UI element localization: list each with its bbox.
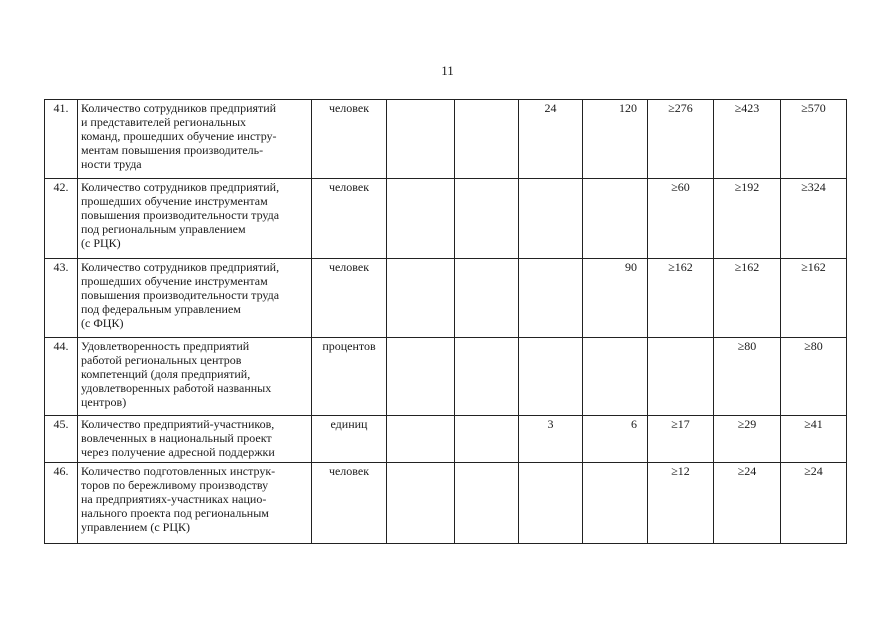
indicator-name <box>78 259 312 338</box>
table-row <box>45 259 847 338</box>
value-cell <box>583 338 648 416</box>
value-cell <box>387 463 455 544</box>
value-cell <box>455 338 519 416</box>
indicator-name <box>78 100 312 179</box>
unit-cell: человек <box>312 179 387 259</box>
indicator-name <box>78 416 312 463</box>
value-cell: ≥29 <box>714 416 781 463</box>
row-number: 41. <box>45 100 78 179</box>
value-cell: ≥192 <box>714 179 781 259</box>
value-cell <box>455 100 519 179</box>
indicator-name <box>78 463 312 544</box>
value-cell: ≥80 <box>714 338 781 416</box>
value-cell <box>519 463 583 544</box>
value-cell <box>648 338 714 416</box>
indicator-name <box>78 338 312 416</box>
value-cell <box>455 416 519 463</box>
indicator-name-line: Количество сотрудников предприятий, <box>81 260 280 274</box>
value-cell: ≥324 <box>781 179 847 259</box>
value-cell <box>455 463 519 544</box>
value-cell: ≥24 <box>781 463 847 544</box>
indicator-name-line: Количество предприятий-участников, <box>81 417 275 431</box>
table-row <box>45 463 847 544</box>
value-cell <box>387 416 455 463</box>
indicator-name-line: нального проекта под региональным <box>81 506 269 520</box>
indicator-name-line: (с ФЦК) <box>81 316 124 330</box>
value-cell <box>519 179 583 259</box>
value-cell <box>583 179 648 259</box>
indicator-name-line: под федеральным управлением <box>81 302 241 316</box>
indicator-name-line: через получение адресной поддержки <box>81 445 275 459</box>
value-cell: ≥162 <box>714 259 781 338</box>
value-cell: ≥276 <box>648 100 714 179</box>
indicator-name-line: ментам повышения производитель- <box>81 143 264 157</box>
value-cell: ≥423 <box>714 100 781 179</box>
value-cell <box>583 463 648 544</box>
value-cell: 90 <box>583 259 648 338</box>
value-cell: ≥570 <box>781 100 847 179</box>
row-number: 46. <box>45 463 78 544</box>
value-cell <box>519 259 583 338</box>
table-row <box>45 179 847 259</box>
indicator-name-line: прошедших обучение инструментам <box>81 194 268 208</box>
indicator-name-line: работой региональных центров <box>81 353 242 367</box>
value-cell: 6 <box>583 416 648 463</box>
indicator-name-line: Количество сотрудников предприятий <box>81 101 277 115</box>
indicator-name-line: компетенций (доля предприятий, <box>81 367 251 381</box>
value-cell: 24 <box>519 100 583 179</box>
value-cell <box>455 179 519 259</box>
indicator-name-line: управлением (с РЦК) <box>81 520 190 534</box>
value-cell: ≥60 <box>648 179 714 259</box>
unit-cell: человек <box>312 100 387 179</box>
unit-cell: единиц <box>312 416 387 463</box>
value-cell: ≥80 <box>781 338 847 416</box>
indicator-name-line: Количество сотрудников предприятий, <box>81 180 280 194</box>
indicator-name-line: (с РЦК) <box>81 236 121 250</box>
indicator-name-line: Удовлетворенность предприятий <box>81 339 250 353</box>
indicator-name <box>78 179 312 259</box>
value-cell <box>387 100 455 179</box>
indicator-name-line: прошедших обучение инструментам <box>81 274 268 288</box>
indicator-name-line: удовлетворенных работой названных <box>81 381 272 395</box>
value-cell <box>387 259 455 338</box>
indicators-table <box>44 99 847 544</box>
value-cell: ≥17 <box>648 416 714 463</box>
value-cell: ≥12 <box>648 463 714 544</box>
unit-cell: человек <box>312 463 387 544</box>
indicator-name-line: торов по бережливому производству <box>81 478 269 492</box>
unit-cell: процентов <box>312 338 387 416</box>
table-row <box>45 100 847 179</box>
row-number: 45. <box>45 416 78 463</box>
table-row <box>45 338 847 416</box>
value-cell: ≥162 <box>781 259 847 338</box>
row-number: 44. <box>45 338 78 416</box>
value-cell: 120 <box>583 100 648 179</box>
value-cell <box>519 338 583 416</box>
indicator-name-line: ности труда <box>81 157 142 171</box>
value-cell <box>387 338 455 416</box>
value-cell: ≥162 <box>648 259 714 338</box>
value-cell: ≥41 <box>781 416 847 463</box>
value-cell: ≥24 <box>714 463 781 544</box>
indicator-name-line: и представителей региональных <box>81 115 247 129</box>
value-cell: 3 <box>519 416 583 463</box>
indicator-name-line: повышения производительности труда <box>81 288 280 302</box>
indicator-name-line: на предприятиях-участниках нацио- <box>81 492 267 506</box>
table-row <box>45 416 847 463</box>
value-cell <box>387 179 455 259</box>
indicator-name-line: Количество подготовленных инструк- <box>81 464 276 478</box>
indicator-name-line: вовлеченных в национальный проект <box>81 431 272 445</box>
indicator-name-line: центров) <box>81 395 127 409</box>
indicator-name-line: повышения производительности труда <box>81 208 280 222</box>
row-number: 42. <box>45 179 78 259</box>
page-number: 11 <box>441 63 454 78</box>
indicator-name-line: команд, прошедших обучение инстру- <box>81 129 277 143</box>
indicator-name-line: под региональным управлением <box>81 222 246 236</box>
value-cell <box>455 259 519 338</box>
row-number: 43. <box>45 259 78 338</box>
unit-cell: человек <box>312 259 387 338</box>
